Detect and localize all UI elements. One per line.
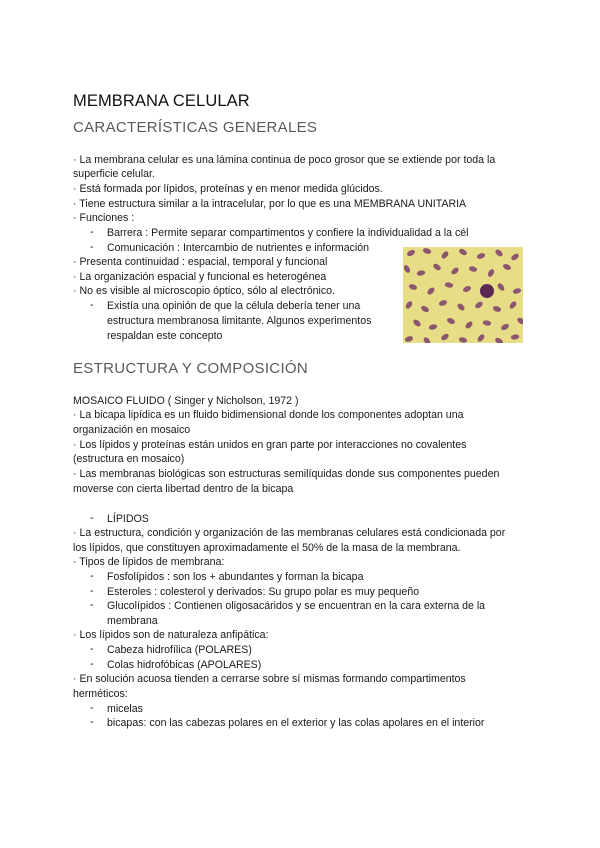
paragraph-line: · En solución acuosa tienden a cerrarse sobre sí mismas formando compartimentos xyxy=(73,673,466,685)
paragraph-line: · Está formada por lípidos, proteínas y en menor medida glúcidos. xyxy=(73,183,383,195)
list-item: Fosfolípidos : son los + abundantes y forman la bicapa xyxy=(107,571,364,583)
list-dash: - xyxy=(90,658,94,670)
list-dash: - xyxy=(90,643,94,655)
list-item: Comunicación : Intercambio de nutrientes e información xyxy=(107,242,370,254)
paragraph-line: · Tipos de lípidos de membrana: xyxy=(73,556,225,568)
paragraph-line: · Funciones : xyxy=(73,212,135,224)
paragraph-line: superficie celular. xyxy=(73,168,155,180)
paragraph-line: · Las membranas biológicas son estructuras semilíquidas donde sus componentes pueden xyxy=(73,468,500,480)
blood-cell-micrograph xyxy=(403,247,523,343)
paragraph-line: MOSAICO FLUIDO ( Singer y Nicholson, 1972 ) xyxy=(73,395,299,407)
list-dash: - xyxy=(90,226,94,238)
list-dash: - xyxy=(90,570,94,582)
list-dash: - xyxy=(90,716,94,728)
list-dash: - xyxy=(90,599,94,611)
page-title: MEMBRANA CELULAR xyxy=(73,92,250,110)
nucleated-cell xyxy=(480,284,494,298)
paragraph-line: · La membrana celular es una lámina continua de poco grosor que se extiende por toda la xyxy=(73,154,496,166)
list-dash: - xyxy=(90,702,94,714)
section-heading-caracteristicas: CARACTERÍSTICAS GENERALES xyxy=(73,119,318,136)
list-item: Colas hidrofóbicas (APOLARES) xyxy=(107,659,262,671)
list-dash: - xyxy=(90,241,94,253)
list-item: bicapas: con las cabezas polares en el exterior y las colas apolares en el interior xyxy=(107,717,485,729)
list-dash: - xyxy=(90,585,94,597)
subheading-lipidos: LÍPIDOS xyxy=(107,513,149,525)
paragraph-line: (estructura en mosaico) xyxy=(73,453,185,465)
list-item-continuation: respaldan este concepto xyxy=(107,330,223,342)
paragraph-line: moverse con cierta libertad dentro de la bicapa xyxy=(73,483,294,495)
paragraph-line: organización en mosaico xyxy=(73,424,191,436)
paragraph-line: · Tiene estructura similar a la intracelular, por lo que es una MEMBRANA UNITARIA xyxy=(73,198,467,210)
list-item: Glucolípidos : Contienen oligosacáridos y se encuentran en la cara externa de la xyxy=(107,600,486,612)
list-item: Existía una opinión de que la célula debería tener una xyxy=(107,300,361,312)
list-item: micelas xyxy=(107,703,143,715)
paragraph-line: · La bicapa lipídica es un fluido bidimensional donde los componentes adoptan una xyxy=(73,409,464,421)
list-dash: - xyxy=(90,299,94,311)
list-dash: - xyxy=(90,512,94,524)
paragraph-line: los lípidos, que constituyen aproximadamente el 50% de la masa de la membrana. xyxy=(73,542,461,554)
paragraph-line: · La organización espacial y funcional es heterogénea xyxy=(73,271,327,283)
list-item: Barrera : Permite separar compartimentos y confiere la individualidad a la cél xyxy=(107,227,469,239)
paragraph-line: · Presenta continuidad : espacial, temporal y funcional xyxy=(73,256,328,268)
paragraph-line: · Los lípidos son de naturaleza anfipática: xyxy=(73,629,269,641)
list-item-continuation: membrana xyxy=(107,615,158,627)
paragraph-line: · Los lípidos y proteínas están unidos en gran parte por interacciones no covalentes xyxy=(73,439,467,451)
list-item-continuation: estructura membranosa limitante. Algunos experimentos xyxy=(107,315,372,327)
list-item: Cabeza hidrofílica (POLARES) xyxy=(107,644,252,656)
paragraph-line: · La estructura, condición y organización de las membranas celulares está condicionada por xyxy=(73,527,506,539)
paragraph-line: herméticos: xyxy=(73,688,128,700)
paragraph-line: · No es visible al microscopio óptico, sólo al electrónico. xyxy=(73,285,336,297)
list-item: Esteroles : colesterol y derivados: Su grupo polar es muy pequeño xyxy=(107,586,420,598)
section-heading-estructura: ESTRUCTURA Y COMPOSICIÓN xyxy=(73,360,309,377)
